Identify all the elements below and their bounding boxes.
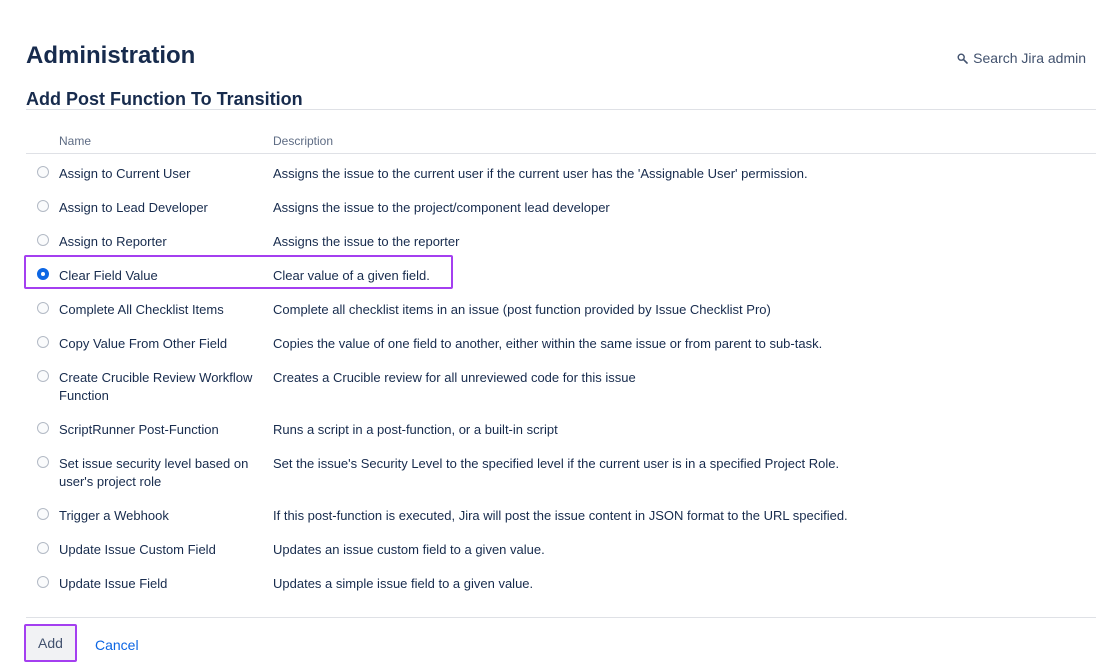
cancel-link[interactable]: Cancel: [95, 637, 139, 653]
function-name: Clear Field Value: [59, 268, 158, 283]
radio-button[interactable]: [37, 422, 49, 434]
column-header-name: Name: [59, 134, 92, 148]
radio-button[interactable]: [37, 336, 49, 348]
function-name: Assign to Current User: [59, 166, 191, 181]
radio-button-selected[interactable]: [37, 268, 49, 280]
radio-button[interactable]: [37, 508, 49, 520]
radio-button[interactable]: [37, 166, 49, 178]
function-description: Updates a simple issue field to a given value.: [273, 576, 534, 591]
column-header-description: Description: [273, 134, 334, 148]
radio-button[interactable]: [37, 576, 49, 588]
page-title: Administration: [26, 42, 196, 69]
radio-button[interactable]: [37, 200, 49, 212]
divider: [26, 153, 1096, 154]
function-name: Update Issue Field: [59, 576, 168, 591]
function-description: Copies the value of one field to another, either within the same issue or from parent to sub-task.: [273, 336, 823, 351]
radio-button[interactable]: [37, 370, 49, 382]
function-description: Assigns the issue to the reporter: [273, 234, 460, 249]
function-name: Copy Value From Other Field: [59, 336, 228, 351]
divider: [26, 617, 1096, 618]
radio-button[interactable]: [37, 456, 49, 468]
function-description: Assigns the issue to the project/component lead developer: [273, 200, 610, 215]
function-description: Updates an issue custom field to a given value.: [273, 542, 545, 557]
search-jira-admin-link[interactable]: [957, 48, 1086, 68]
function-name: Assign to Reporter: [59, 234, 167, 249]
function-description: If this post-function is executed, Jira will post the issue content in JSON format to the URL specified.: [273, 508, 848, 523]
add-button[interactable]: Add: [24, 624, 77, 662]
section-title: Add Post Function To Transition: [26, 89, 303, 109]
search-icon: [957, 53, 968, 64]
function-description: Creates a Crucible review for all unreviewed code for this issue: [273, 370, 636, 385]
function-name: Update Issue Custom Field: [59, 542, 216, 557]
search-jira-admin-label: Search Jira admin: [973, 50, 1086, 66]
radio-button[interactable]: [37, 542, 49, 554]
radio-button[interactable]: [37, 234, 49, 246]
function-name: Assign to Lead Developer: [59, 200, 208, 215]
function-description: Runs a script in a post-function, or a built-in script: [273, 422, 558, 437]
function-name: Trigger a Webhook: [59, 508, 169, 523]
function-name: Set issue security level based on user's project role: [59, 456, 249, 489]
function-description: Set the issue's Security Level to the specified level if the current user is in a specified Project Role.: [273, 456, 840, 471]
function-name: ScriptRunner Post-Function: [59, 422, 219, 437]
function-description: Clear value of a given field.: [273, 268, 430, 283]
function-description: Assigns the issue to the current user if the current user has the 'Assignable User' permission.: [273, 166, 808, 181]
function-name: Complete All Checklist Items: [59, 302, 224, 317]
radio-button[interactable]: [37, 302, 49, 314]
function-name: Create Crucible Review Workflow Function: [59, 370, 253, 403]
function-description: Complete all checklist items in an issue (post function provided by Issue Checklist Pro): [273, 302, 771, 317]
divider: [26, 109, 1096, 110]
